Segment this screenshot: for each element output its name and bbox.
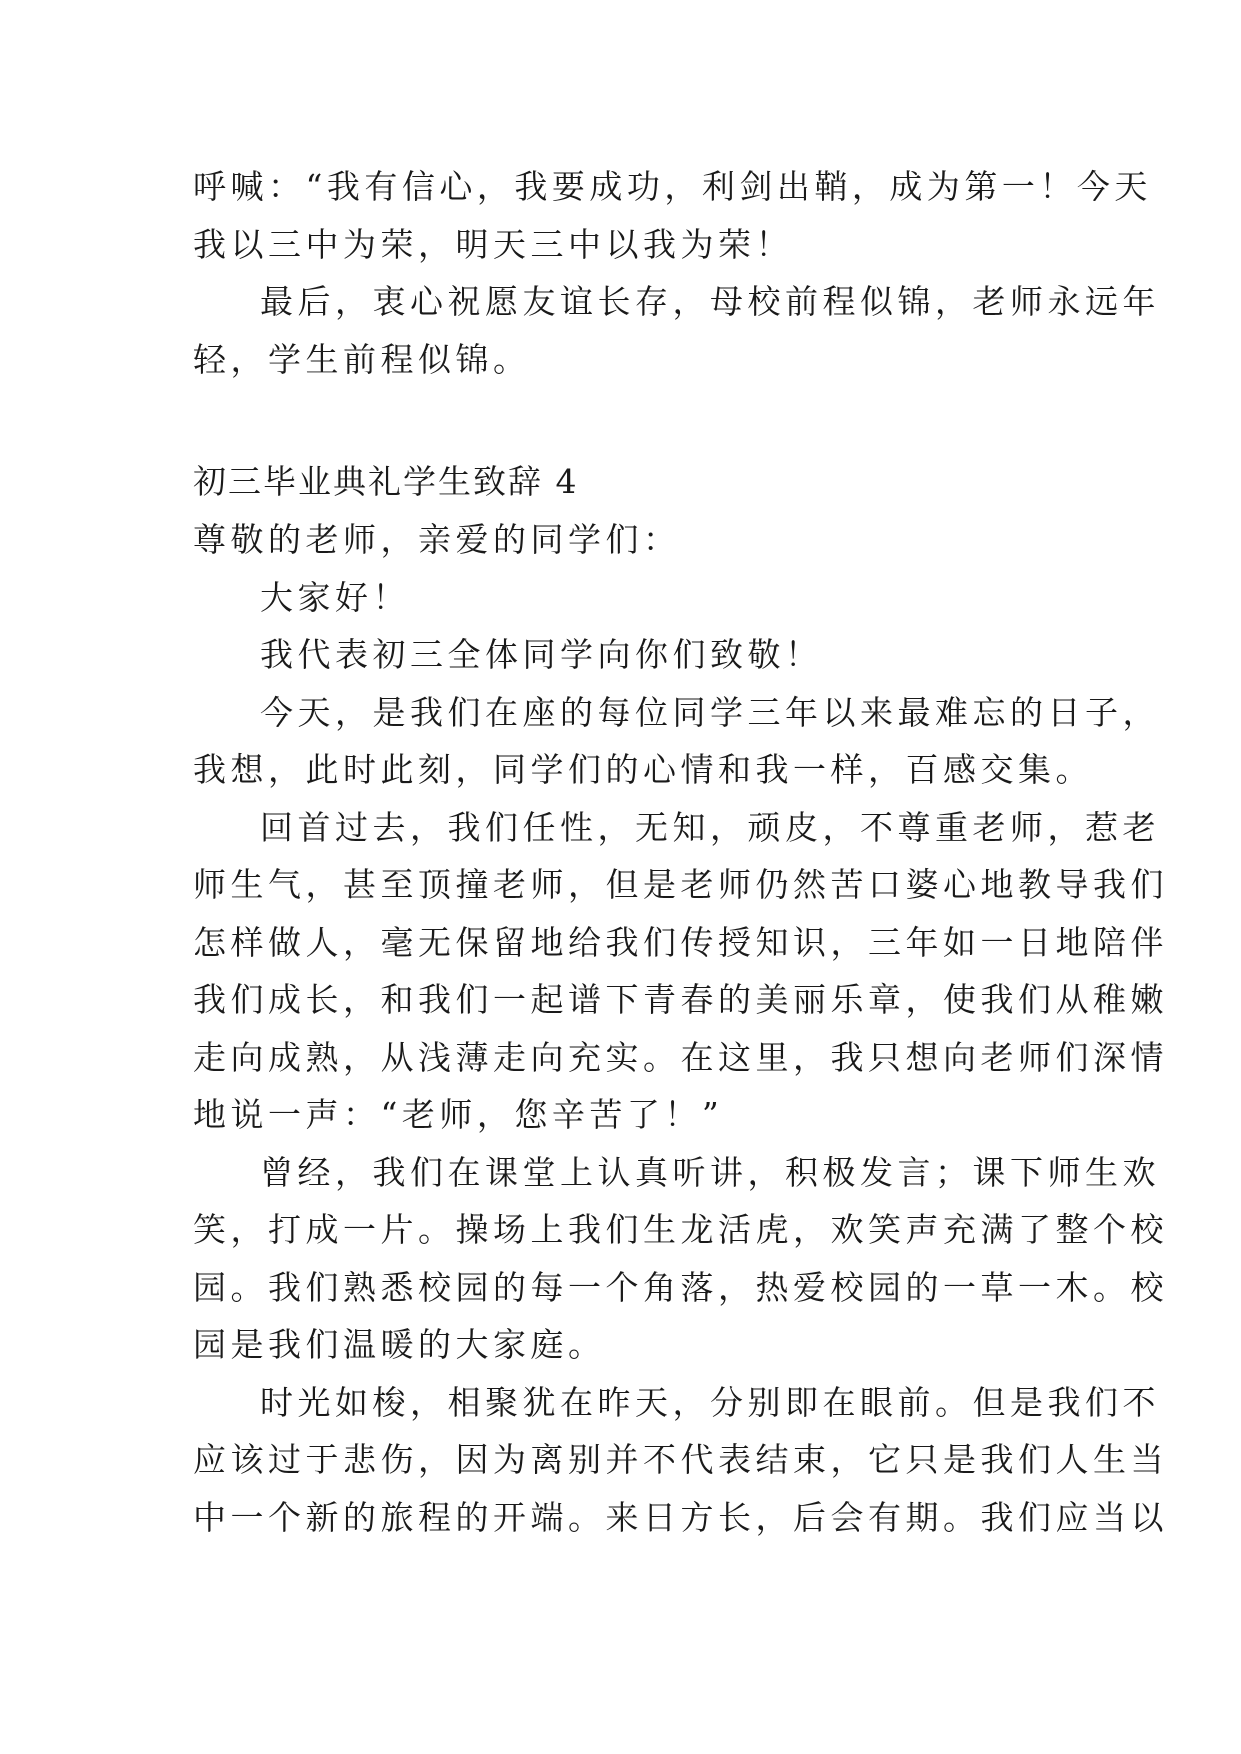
document-page: [193, 158, 1168, 1546]
paragraph-line: 轻，学生前程似锦。: [193, 339, 531, 379]
paragraph-line: 时光如梭，相聚犹在昨天，分别即在眼前。但是我们不: [260, 1382, 1160, 1422]
paragraph-line: 应该过于悲伤，因为离别并不代表结束，它只是我们人生当: [193, 1440, 1168, 1479]
paragraph-line: 中一个新的旅程的开端。来日方长，后会有期。我们应当以: [193, 1497, 1168, 1537]
paragraph-line: 最后，衷心祝愿友谊长存，母校前程似锦，老师永远年: [260, 282, 1160, 321]
paragraph-line: 师生气，甚至顶撞老师，但是老师仍然苦口婆心地教导我们: [193, 865, 1168, 904]
paragraph-line: 我想，此时此刻，同学们的心情和我一样，百感交集。: [193, 750, 1093, 789]
paragraph-line: 回首过去，我们任性，无知，顽皮，不尊重老师，惹老: [260, 807, 1160, 847]
salutation: 尊敬的老师，亲爱的同学们：: [193, 520, 681, 559]
paragraph-line: 我们成长，和我们一起谱下青春的美丽乐章，使我们从稚嫩: [193, 980, 1168, 1019]
paragraph-line: 我代表初三全体同学向你们致敬！: [260, 635, 823, 674]
section-gap: [193, 388, 1063, 453]
paragraph-line: 呼喊：“我有信心，我要成功，利剑出鞘，成为第一！今天: [193, 167, 1152, 206]
paragraph-line: 大家好！: [260, 577, 410, 617]
paragraph-line: 园。我们熟悉校园的每一个角落，热爱校园的一草一木。校: [193, 1267, 1168, 1307]
paragraph-line: 曾经，我们在课堂上认真听讲，积极发言；课下师生欢: [260, 1152, 1160, 1192]
paragraph-line: 今天，是我们在座的每位同学三年以来最难忘的日子，: [260, 692, 1160, 732]
paragraph-line: 园是我们温暖的大家庭。: [193, 1325, 606, 1364]
paragraph-line: 怎样做人，毫无保留地给我们传授知识，三年如一日地陪伴: [193, 922, 1168, 962]
paragraph-line: 走向成熟，从浅薄走向充实。在这里，我只想向老师们深情: [193, 1037, 1168, 1077]
paragraph-line: 地说一声：“老师，您辛苦了！”: [193, 1095, 724, 1134]
section-title: 初三毕业典礼学生致辞 4: [193, 462, 579, 501]
paragraph-line: 我以三中为荣，明天三中以我为荣！: [193, 224, 793, 264]
paragraph-line: 笑，打成一片。操场上我们生龙活虎，欢笑声充满了整个校: [193, 1210, 1168, 1249]
